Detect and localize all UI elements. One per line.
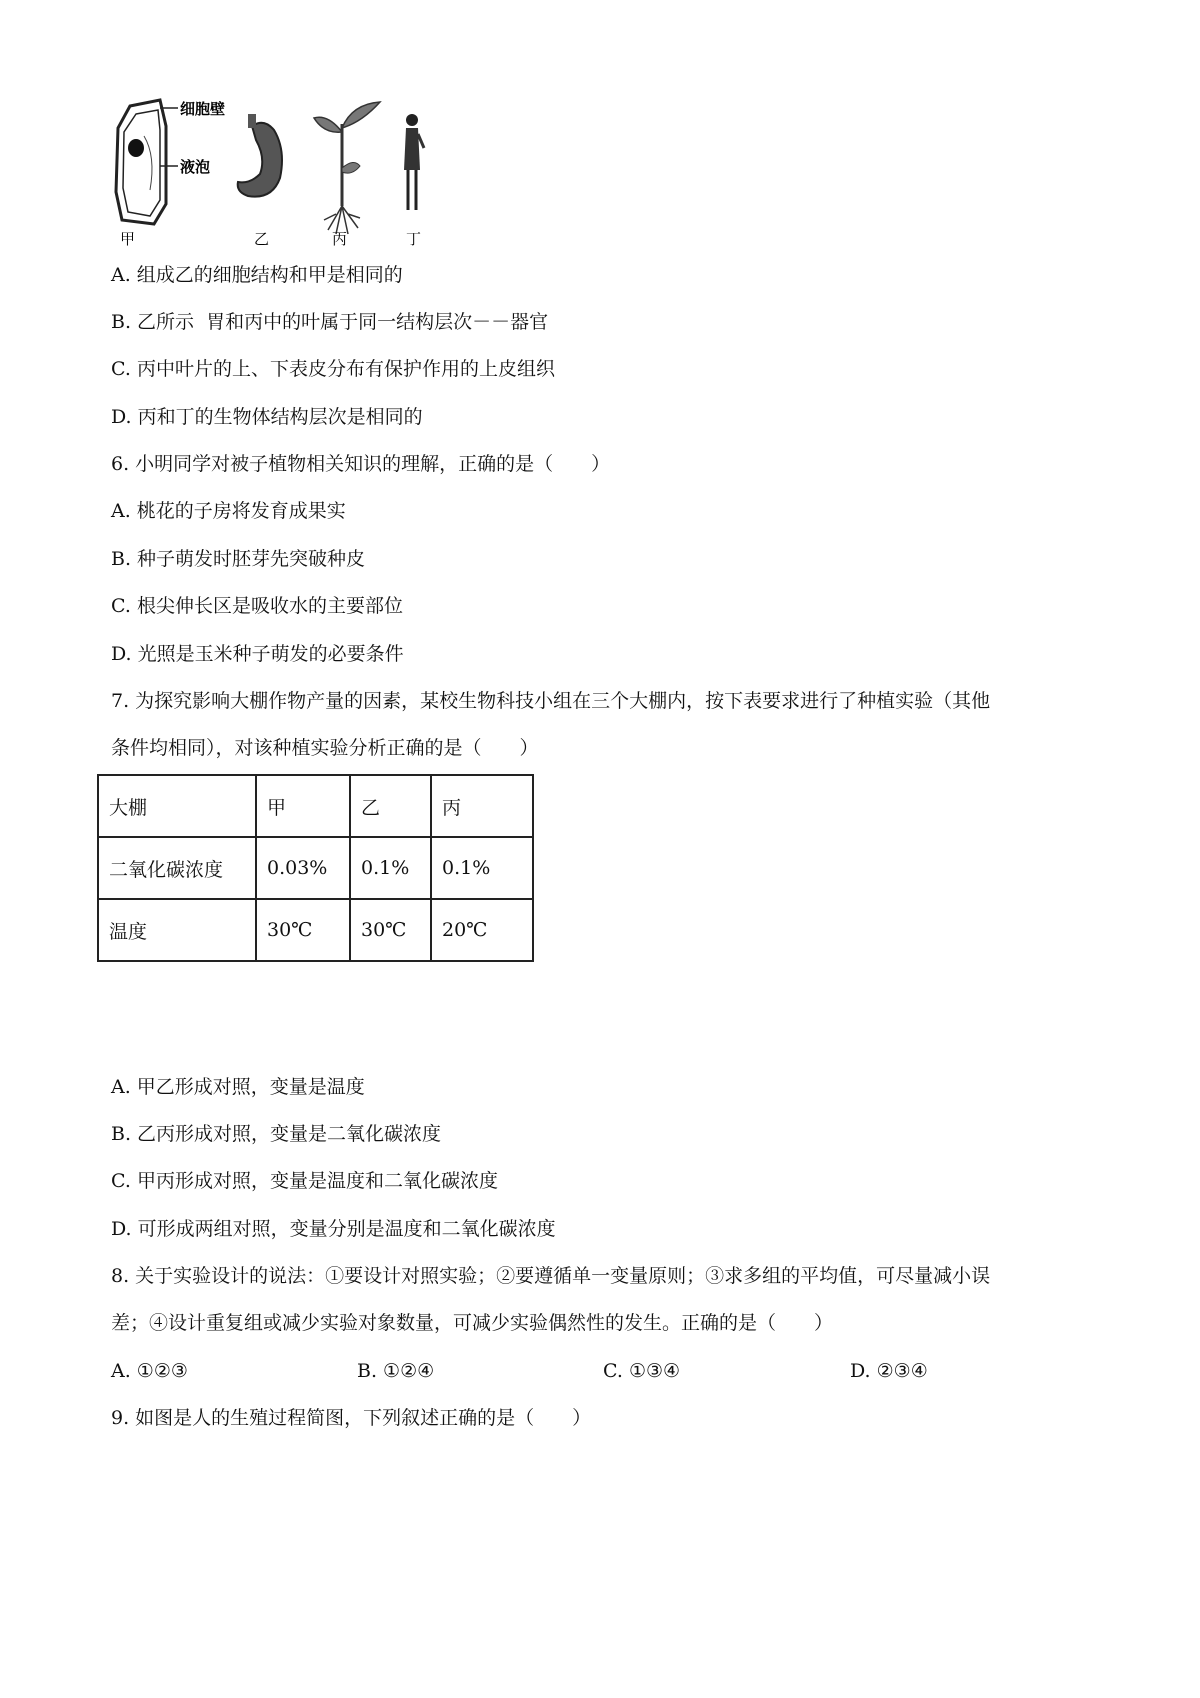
- q7-option-c: C. 甲丙形成对照，变量是温度和二氧化碳浓度: [111, 1170, 498, 1192]
- table-cell: 大棚: [98, 775, 256, 837]
- q7-option-d: D. 可形成两组对照，变量分别是温度和二氧化碳浓度: [111, 1218, 556, 1240]
- q6-option-c: C. 根尖伸长区是吸收水的主要部位: [111, 595, 403, 617]
- table-cell: 20℃: [431, 899, 533, 961]
- table-cell: 乙: [350, 775, 431, 837]
- person-diagram: [404, 114, 424, 210]
- q8-stem-line2: 差；④设计重复组或减少实验对象数量，可减少实验偶然性的发生。正确的是（ ）: [111, 1312, 834, 1334]
- q7-option-b: B. 乙丙形成对照，变量是二氧化碳浓度: [111, 1123, 442, 1145]
- caption-jia: 甲: [120, 230, 136, 246]
- q6-option-a: A. 桃花的子房将发育成果实: [111, 500, 346, 522]
- q7-option-a: A. 甲乙形成对照，变量是温度: [111, 1076, 365, 1098]
- table-row: [98, 837, 533, 899]
- stomach-diagram: [238, 114, 282, 197]
- q6-stem: 6. 小明同学对被子植物相关知识的理解，正确的是（ ）: [111, 453, 611, 475]
- q7-data-table: [97, 774, 534, 962]
- q6-option-d: D. 光照是玉米种子萌发的必要条件: [111, 643, 404, 665]
- table-cell: 0.03%: [256, 837, 350, 899]
- q9-stem: 9. 如图是人的生殖过程简图，下列叙述正确的是（ ）: [111, 1407, 592, 1429]
- table-cell: 二氧化碳浓度: [98, 837, 256, 899]
- plant-cell-diagram: [116, 100, 225, 224]
- table-row: [98, 899, 533, 961]
- q8-option-a: A. ①②③: [111, 1360, 188, 1382]
- table-cell: 30℃: [350, 899, 431, 961]
- table-row: [98, 775, 533, 837]
- vacuole-label: 液泡: [180, 158, 211, 176]
- q8-stem-line1: 8. 关于实验设计的说法：①要设计对照实验；②要遵循单一变量原则；③求多组的平均值，可尽量减小误: [111, 1265, 991, 1287]
- table-cell: 0.1%: [431, 837, 533, 899]
- biology-figure: [114, 96, 434, 246]
- q6-option-b: B. 种子萌发时胚芽先突破种皮: [111, 548, 366, 570]
- q8-option-c: C. ①③④: [603, 1360, 681, 1382]
- q8-option-d: D. ②③④: [850, 1360, 928, 1382]
- table-cell: 30℃: [256, 899, 350, 961]
- q5-option-d: D. 丙和丁的生物体结构层次是相同的: [111, 406, 423, 428]
- q7-stem-line2: 条件均相同），对该种植实验分析正确的是（ ）: [111, 737, 539, 759]
- table-cell: 甲: [256, 775, 350, 837]
- table-cell: 温度: [98, 899, 256, 961]
- q5-option-c: C. 丙中叶片的上、下表皮分布有保护作用的上皮组织: [111, 358, 555, 380]
- table-cell: 0.1%: [350, 837, 431, 899]
- caption-bing: 丙: [332, 230, 348, 246]
- caption-ding: 丁: [406, 230, 422, 246]
- q8-option-b: B. ①②④: [357, 1360, 435, 1382]
- cell-wall-label: 细胞壁: [180, 100, 226, 118]
- q7-stem-line1: 7. 为探究影响大棚作物产量的因素，某校生物科技小组在三个大棚内，按下表要求进行了种植实验（其他: [111, 690, 991, 712]
- q5-option-b: B. 乙所示 胃和丙中的叶属于同一结构层次－－器官: [111, 311, 549, 333]
- caption-yi: 乙: [254, 230, 270, 246]
- plant-diagram: [314, 102, 380, 234]
- table-cell: 丙: [431, 775, 533, 837]
- q5-option-a: A. 组成乙的细胞结构和甲是相同的: [111, 264, 403, 286]
